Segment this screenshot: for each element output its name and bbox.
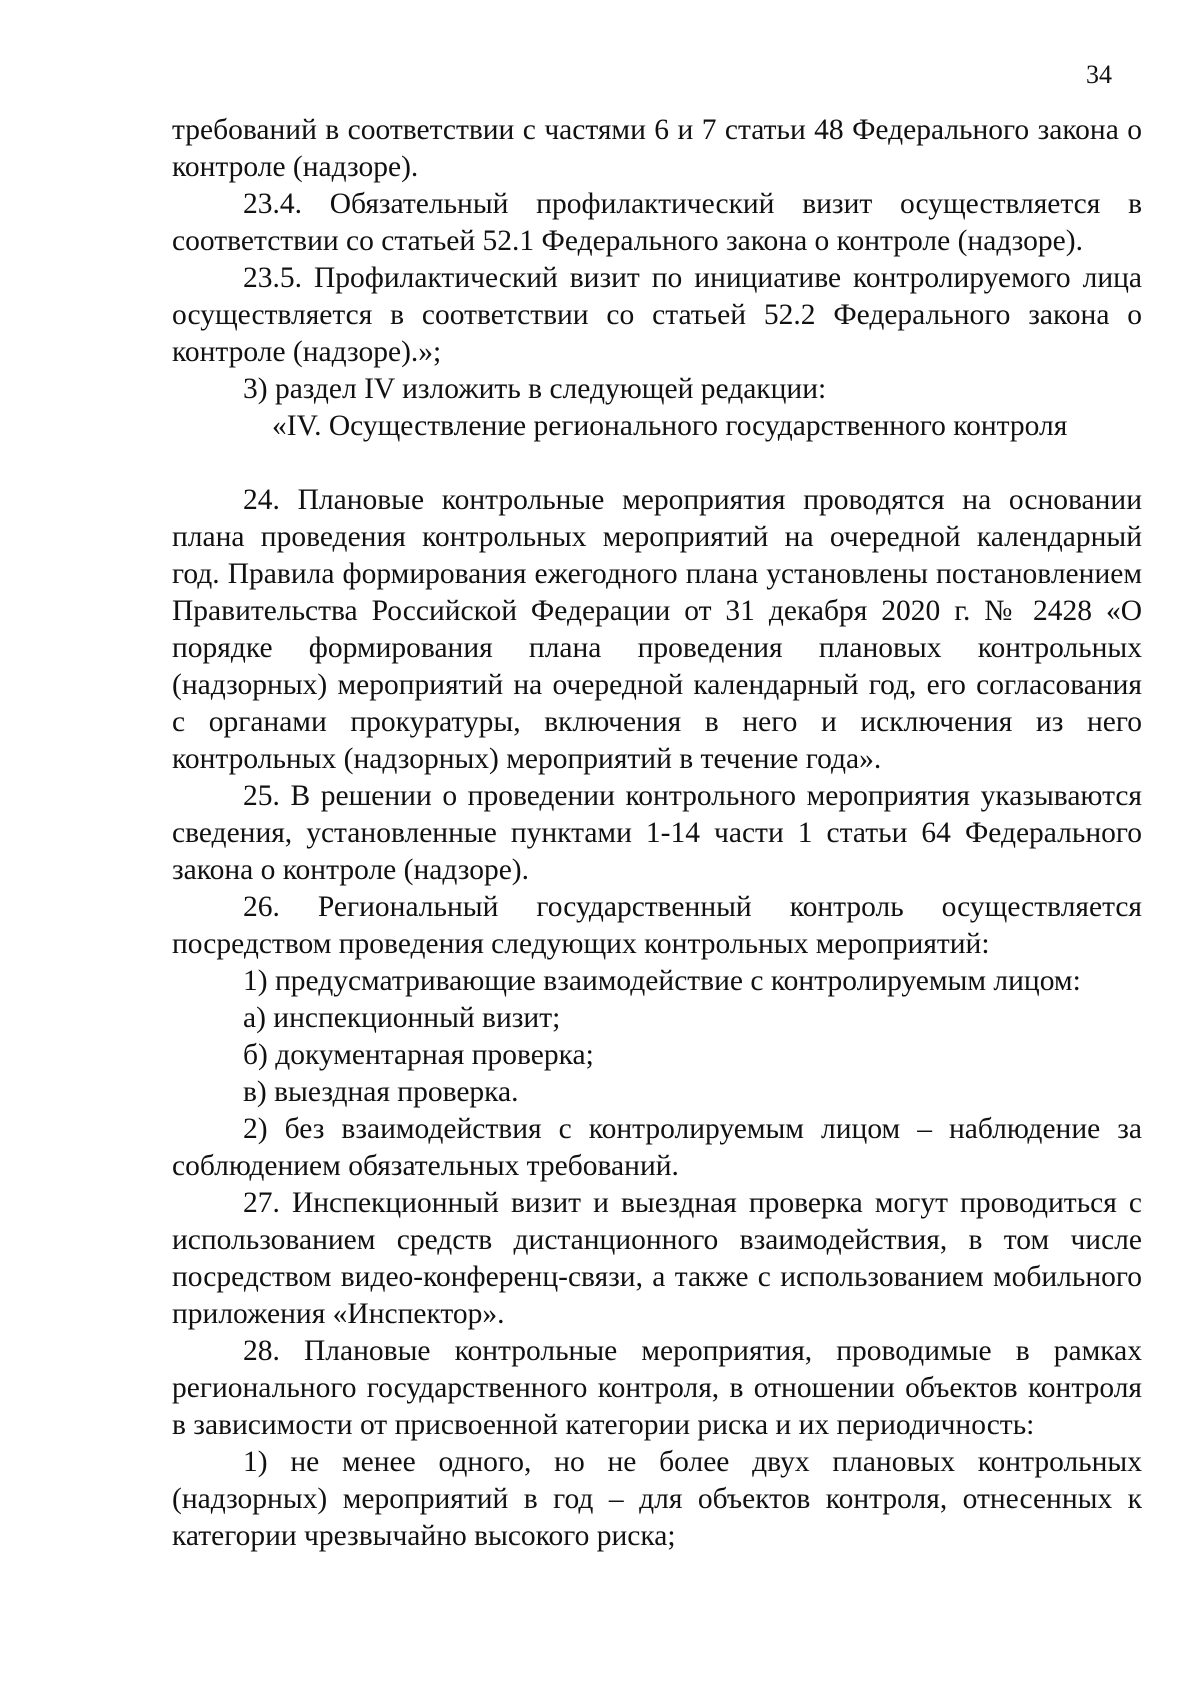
paragraph-23-5: 23.5. Профилактический визит по инициативе контролируемого лица осуществляется в соответствии со статьей 52.2 Федерального закона о контроле (надзоре).»; (172, 262, 1142, 368)
paragraph-26-item-1: 1) предусматривающие взаимодействие с контролируемым лицом: (243, 965, 1081, 997)
paragraph-26-item-c: в) выездная проверка. (243, 1076, 519, 1108)
paragraph-23-4: 23.4. Обязательный профилактический визит осуществляется в соответствии со статьей 52.1 Федерального закона о контроле (надзоре). (172, 188, 1142, 257)
paragraph-26-item-2: 2) без взаимодействия с контролируемым лицом – наблюдение за соблюдением обязательных требований. (172, 1113, 1142, 1182)
paragraph-26: 26. Региональный государственный контроль осуществляется посредством проведения следующих контрольных мероприятий: (172, 891, 1142, 960)
paragraph-continuation: требований в соответствии с частями 6 и 7 статьи 48 Федерального закона о контроле (надзоре). (172, 114, 1142, 183)
page-number: 34 (1086, 60, 1112, 89)
paragraph-25: 25. В решении о проведении контрольного мероприятия указываются сведения, установленные пунктами 1-14 части 1 статьи 64 Федерального закона о контроле (надзоре). (172, 780, 1142, 886)
document-body (172, 112, 1142, 1555)
paragraph-24: 24. Плановые контрольные мероприятия проводятся на основании плана проведения контрольных мероприятий на очередной календарный год. Правила формирования ежегодного плана установлены постановлением Правительства Российской Федерации от 31 декабря 2020 г. № 2428 «О порядке формирования плана проведения плановых контрольных (надзорных) мероприятий на очередной календарный год, его согласования с органами прокуратуры, включения в него и исключения из него контрольных (надзорных) мероприятий в течение года». (172, 484, 1142, 775)
section-title: «IV. Осуществление регионального государственного контроля (272, 410, 1068, 442)
section-gap (172, 445, 1142, 482)
paragraph-28: 28. Плановые контрольные мероприятия, проводимые в рамках регионального государственного контроля, в отношении объектов контроля в зависимости от присвоенной категории риска и их периодичность: (172, 1335, 1142, 1441)
paragraph-27: 27. Инспекционный визит и выездная проверка могут проводиться с использованием средств дистанционного взаимодействия, в том числе посредством видео-конференц-связи, а также с использованием мобильного приложения «Инспектор». (172, 1187, 1142, 1330)
paragraph-26-item-b: б) документарная проверка; (243, 1039, 594, 1071)
paragraph-item-3: 3) раздел IV изложить в следующей редакции: (243, 373, 827, 405)
paragraph-26-item-a: а) инспекционный визит; (243, 1002, 561, 1034)
paragraph-28-item-1: 1) не менее одного, но не более двух плановых контрольных (надзорных) мероприятий в год – для объектов контроля, отнесенных к категории чрезвычайно высокого риска; (172, 1446, 1142, 1552)
